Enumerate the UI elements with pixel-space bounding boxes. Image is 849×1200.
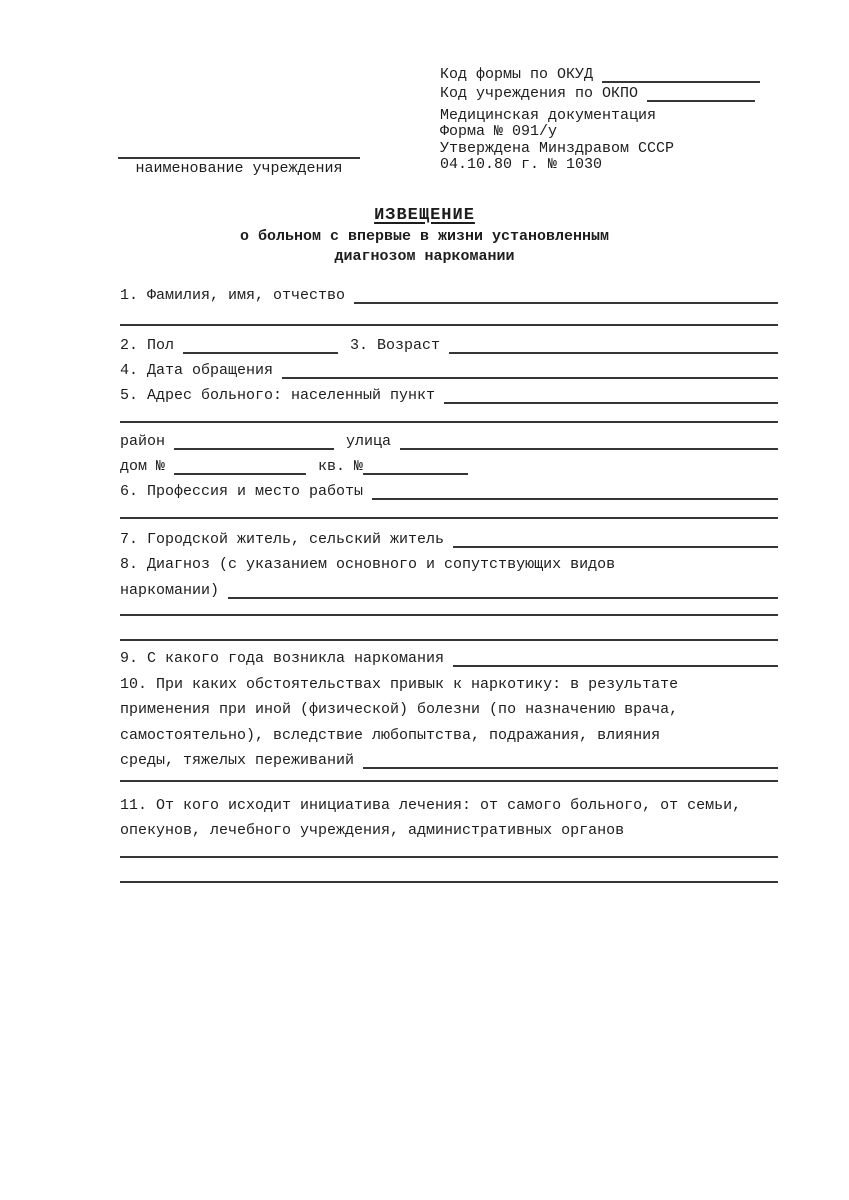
okud-code-row <box>440 66 760 83</box>
field-8-label-line-1: 8. Диагноз (с указанием основного и сопутствующих видов <box>120 556 616 573</box>
street-label: улица <box>346 433 392 450</box>
field-11-continuation-line-2[interactable] <box>120 881 778 883</box>
field-1-blank[interactable] <box>354 286 778 304</box>
field-10-row-line-1 <box>120 675 778 693</box>
doc-block-line-3: Утверждена Минздравом СССР <box>440 140 675 157</box>
field-10-label-line-4: среды, тяжелых переживаний <box>120 752 355 769</box>
field-2-label: 2. Пол <box>120 337 175 354</box>
field-3-blank[interactable] <box>449 336 778 354</box>
field-5-label: 5. Адрес больного: населенный пункт <box>120 387 436 404</box>
street-blank[interactable] <box>400 432 778 450</box>
field-6-label: 6. Профессия и место работы <box>120 483 364 500</box>
okpo-code-row <box>440 85 755 102</box>
okpo-code-blank[interactable] <box>647 85 755 102</box>
field-2-3-row <box>120 336 778 354</box>
field-11-label-line-2: опекунов, лечебного учреждения, административных органов <box>120 822 625 839</box>
field-4-label: 4. Дата обращения <box>120 362 274 379</box>
field-8-row-line-1 <box>120 555 778 573</box>
house-label: дом № <box>120 458 166 475</box>
field-7-blank[interactable] <box>453 530 778 548</box>
field-10-row-line-3 <box>120 726 778 744</box>
field-9-label: 9. С какого года возникла наркомания <box>120 650 445 667</box>
okpo-code-label: Код учреждения по ОКПО <box>440 85 639 102</box>
field-9-blank[interactable] <box>453 649 778 667</box>
field-1-label: 1. Фамилия, имя, отчество <box>120 287 346 304</box>
field-10-continuation-line[interactable] <box>120 780 778 782</box>
form-title: ИЗВЕЩЕНИЕ <box>374 206 475 225</box>
field-5-blank[interactable] <box>444 386 778 404</box>
field-8-blank[interactable] <box>228 581 778 599</box>
okud-code-blank[interactable] <box>602 66 760 83</box>
field-5-continuation-line[interactable] <box>120 421 778 423</box>
field-6-row <box>120 482 778 500</box>
field-11-continuation-line-1[interactable] <box>120 856 778 858</box>
field-8-continuation-line-2[interactable] <box>120 639 778 641</box>
field-10-label-line-2: применения при иной (физической) болезни (по назначению врача, <box>120 701 679 718</box>
district-blank[interactable] <box>174 432 334 450</box>
field-8-continuation-line-1[interactable] <box>120 614 778 616</box>
field-8-row-line-2 <box>120 581 778 599</box>
form-subtitle-line-1: о больном с впервые в жизни установленным <box>239 228 610 245</box>
field-11-label-line-1: 11. От кого исходит инициатива лечения: от самого больного, от семьи, <box>120 797 742 814</box>
field-11-row-line-1 <box>120 796 778 814</box>
institution-name-blank[interactable] <box>118 157 360 159</box>
field-2-blank[interactable] <box>183 336 338 354</box>
doc-block-line-1: Медицинская документация <box>440 107 657 124</box>
doc-block-line-4: 04.10.80 г. № 1030 <box>440 156 603 173</box>
apartment-blank[interactable] <box>363 457 468 475</box>
field-7-row <box>120 530 778 548</box>
address-district-street-row <box>120 432 778 450</box>
field-4-blank[interactable] <box>282 361 778 379</box>
doc-block-line-2: Форма № 091/у <box>440 123 558 140</box>
field-1-row <box>120 286 778 304</box>
form-subtitle-line-2: диагнозом наркомании <box>334 248 515 265</box>
field-4-row <box>120 361 778 379</box>
field-9-row <box>120 649 778 667</box>
district-label: район <box>120 433 166 450</box>
field-6-blank[interactable] <box>372 482 778 500</box>
field-3-label: 3. Возраст <box>350 337 441 354</box>
field-6-continuation-line[interactable] <box>120 517 778 519</box>
field-5-row <box>120 386 778 404</box>
institution-name-caption: наименование учреждения <box>135 160 343 177</box>
field-1-continuation-line[interactable] <box>120 324 778 326</box>
field-10-row-line-4 <box>120 751 778 769</box>
field-11-row-line-2 <box>120 821 778 839</box>
field-10-row-line-2 <box>120 700 778 718</box>
apartment-label: кв. № <box>318 458 364 475</box>
field-8-label-line-2: наркомании) <box>120 582 220 599</box>
okud-code-label: Код формы по ОКУД <box>440 66 594 83</box>
field-10-label-line-3: самостоятельно), вследствие любопытства, подражания, влияния <box>120 727 661 744</box>
field-10-blank[interactable] <box>363 751 778 769</box>
house-blank[interactable] <box>174 457 306 475</box>
field-7-label: 7. Городской житель, сельский житель <box>120 531 445 548</box>
field-10-label-line-1: 10. При каких обстоятельствах привык к наркотику: в результате <box>120 676 679 693</box>
address-house-apartment-row <box>120 457 778 475</box>
